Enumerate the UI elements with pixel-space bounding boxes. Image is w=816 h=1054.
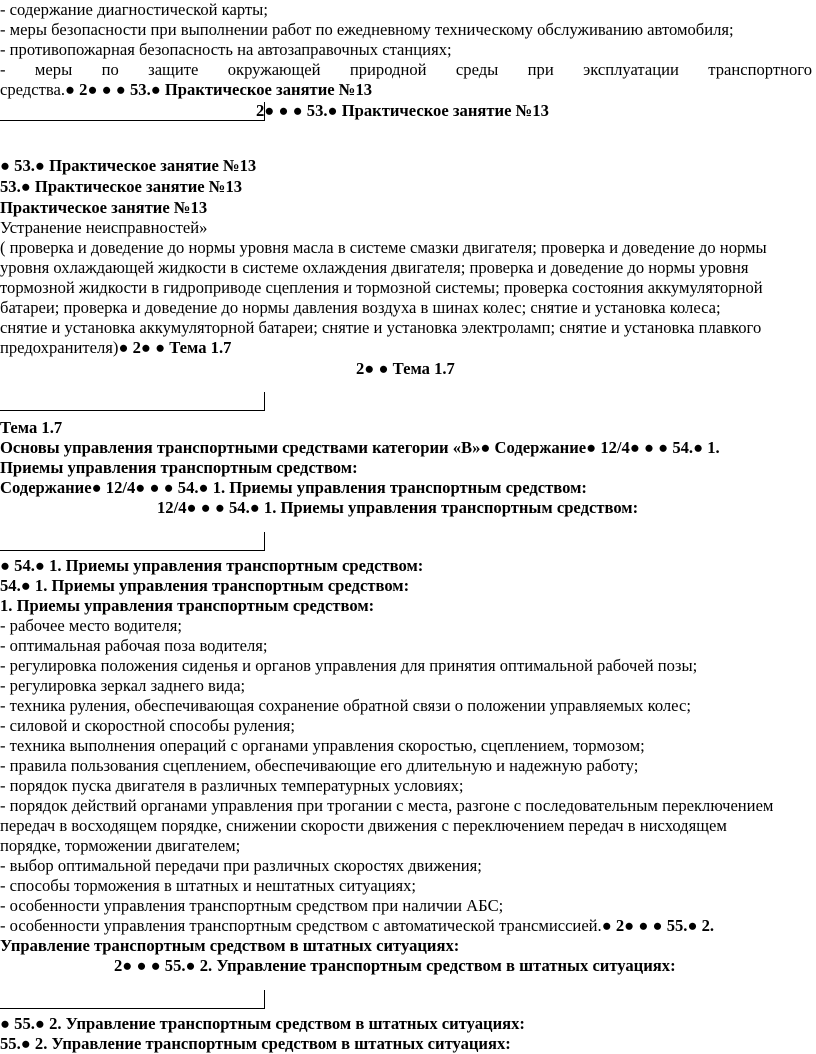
heading-fragment: Приемы управления транспортным средством: (0, 458, 358, 477)
list-item: - выбор оптимальной передачи при различных скоростях движения; (0, 856, 482, 875)
table-cell-frame (0, 532, 265, 551)
list-item: - особенности управления транспортным средством при наличии АБС; (0, 896, 504, 915)
text-span: предохранителя) (0, 338, 119, 357)
heading-fragment: 55.● 2. Управление транспортным средством в штатных ситуациях: (0, 1034, 511, 1053)
list-item: - порядок пуска двигателя в различных температурных условиях; (0, 776, 464, 795)
list-item: - техника выполнения операций с органами управления скоростью, сцеплением, тормозом; (0, 736, 645, 755)
heading-fragment: Содержание● 12/4● ● ● 54.● 1. Приемы управления транспортным средством: (0, 478, 587, 497)
list-item (0, 916, 812, 936)
heading-fragment: ● 54.● 1. Приемы управления транспортным средством: (0, 556, 424, 575)
heading-fragment: ● 2● ● Тема 1.7 (118, 338, 232, 357)
list-item: - порядок действий органами управления при трогании с места, разгоне с последовательным переключением (0, 796, 774, 815)
text-line: батареи; проверка и доведение до нормы давления воздуха в шинах колес; снятие и установка колеса; (0, 298, 721, 317)
table-cell-frame (0, 102, 265, 121)
heading-fragment: 2● ● Тема 1.7 (356, 359, 455, 378)
text-line: - содержание диагностической карты; (0, 0, 268, 19)
text-span: средства. (0, 80, 65, 99)
list-item: - способы торможения в штатных и нештатных ситуациях; (0, 876, 417, 895)
list-item: порядке, торможении двигателем; (0, 836, 241, 855)
list-item: - регулировка зеркал заднего вида; (0, 676, 246, 695)
text-line: - противопожарная безопасность на автозаправочных станциях; (0, 40, 452, 59)
text-line: Устранение неисправностей» (0, 218, 208, 237)
table-cell-frame (0, 990, 265, 1009)
list-item: - оптимальная рабочая поза водителя; (0, 636, 268, 655)
table-cell-frame (0, 392, 265, 411)
text-span: - особенности управления транспортным средством с автоматической трансмиссией. (0, 916, 602, 935)
text-line (0, 338, 812, 358)
list-item: - рабочее место водителя; (0, 616, 182, 635)
heading-fragment: Управление транспортным средством в штатных ситуациях: (0, 936, 460, 955)
text-line: - меры по защите окружающей природной среды при эксплуатации транспортного (0, 60, 812, 79)
text-line: - меры безопасности при выполнении работ по ежедневному техническому обслуживанию автомобиля; (0, 20, 734, 39)
list-item: - регулировка положения сиденья и органов управления для принятия оптимальной рабочей позы; (0, 656, 698, 675)
heading-fragment: ● 55.● 2. Управление транспортным средством в штатных ситуациях: (0, 1014, 525, 1033)
text-line: снятие и установка аккумуляторной батареи; снятие и установка электроламп; снятие и установка плавкого (0, 318, 762, 337)
heading-fragment: ● 2● ● ● 53.● Практическое занятие №13 (65, 80, 373, 99)
list-item: - силовой и скоростной способы руления; (0, 716, 295, 735)
heading-fragment: 2● ● ● 55.● 2. Управление транспортным средством в штатных ситуациях: (114, 956, 676, 975)
section-heading: 1. Приемы управления транспортным средством: (0, 596, 375, 615)
heading-fragment: 12/4● ● ● 54.● 1. Приемы управления транспортным средством: (157, 498, 639, 517)
heading-fragment: 53.● Практическое занятие №13 (0, 177, 243, 196)
heading-fragment: 54.● 1. Приемы управления транспортным средством: (0, 576, 410, 595)
list-item: - техника руления, обеспечивающая сохранение обратной связи о положении управляемых колес; (0, 696, 691, 715)
text-line (0, 80, 812, 100)
heading-fragment: ● 53.● Практическое занятие №13 (0, 156, 257, 175)
list-item: передач в восходящем порядке, снижении скорости движения с переключением передач в нисходящем (0, 816, 727, 835)
list-item: - правила пользования сцеплением, обеспечивающие его длительную и надежную работу; (0, 756, 639, 775)
section-heading: Практическое занятие №13 (0, 198, 208, 217)
heading-fragment: 2● ● ● 53.● Практическое занятие №13 (256, 101, 549, 120)
text-line: ( проверка и доведение до нормы уровня масла в системе смазки двигателя; проверка и доведение до нормы (0, 238, 767, 257)
heading-fragment: ● 2● ● ● 55.● 2. (601, 916, 715, 935)
text-line: уровня охлаждающей жидкости в системе охлаждения двигателя; проверка и доведение до нормы уровня (0, 258, 749, 277)
text-line: тормозной жидкости в гидроприводе сцепления и тормозной системы; проверка состояния аккумуляторной (0, 278, 763, 297)
section-heading: Тема 1.7 (0, 418, 63, 437)
heading-fragment: Основы управления транспортными средствами категории «В»● Содержание● 12/4● ● ● 54.● 1. (0, 438, 720, 457)
